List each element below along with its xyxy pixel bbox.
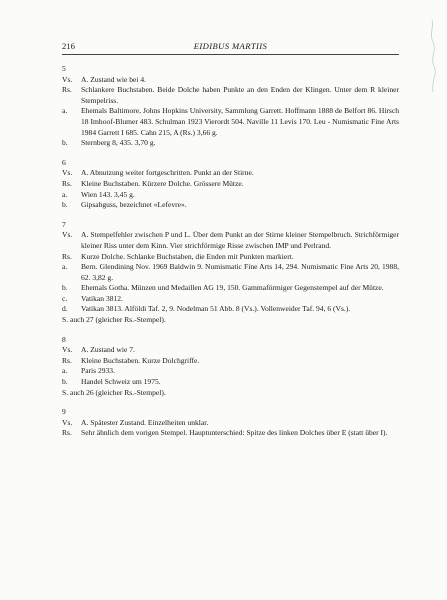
entry-line (62, 168, 399, 179)
line-label: Rs. (62, 85, 72, 95)
entry-number: 9 (62, 407, 66, 417)
line-label: Vs. (62, 74, 73, 84)
line-label: Rs. (62, 355, 72, 365)
entry-line (62, 418, 399, 429)
line-text: Sternberg 8, 435. 3,70 g. (81, 138, 156, 148)
line-text: A. Stempelfehler zwischen P und L. Über dem Punkt an der Stirne kleiner Stempelbruch. Strichförmiger kleiner Riss unter dem Kinn. Vier strichförmige Risse zwischen IMP und Perlrand. (81, 230, 399, 250)
entry-line (62, 200, 399, 211)
entry-line (62, 262, 399, 283)
margin-pencil-mark (425, 18, 439, 98)
entry-line (62, 283, 399, 294)
line-label: a. (62, 189, 68, 199)
line-label: b. (62, 377, 68, 387)
cross-reference: S. auch 26 (gleicher Rs.-Stempel). (62, 387, 166, 397)
line-label: b. (62, 283, 68, 293)
entry-number: 6 (62, 157, 66, 167)
line-text: Wien 143. 3,45 g. (81, 189, 135, 199)
line-text: Kurze Dolche. Schlanke Buchstaben, die Enden mit Punkten markiert. (81, 251, 294, 261)
line-label: Rs. (62, 251, 72, 261)
line-text: Gipsabguss, bezeichnet «Lefevre». (81, 200, 187, 210)
catalog-entry (62, 407, 399, 439)
line-text: Paris 2933. (81, 366, 115, 376)
entry-line (62, 428, 399, 439)
entry-number: 8 (62, 334, 66, 344)
line-label: Rs. (62, 178, 72, 188)
line-label: a. (62, 106, 68, 116)
entry-line (62, 190, 399, 201)
running-title: EIDIBUS MARTIIS (193, 41, 268, 51)
line-text: Kleine Buchstaben. Kürzere Dolche. Grössere Mütze. (81, 178, 244, 188)
catalog-entry (62, 220, 399, 326)
entry-line (62, 106, 399, 138)
line-label: a. (62, 262, 68, 272)
line-text: Vatikan 3812. (81, 293, 123, 303)
line-text: A. Abnutzung weiter fortgeschritten. Punkt an der Stirne. (81, 168, 254, 178)
catalog-entry (62, 158, 399, 211)
line-label: a. (62, 366, 68, 376)
line-label: Vs. (62, 168, 73, 178)
line-text: Handel Schweiz um 1975. (81, 377, 161, 387)
entry-line (62, 366, 399, 377)
line-text: Bern. Glendining Nov. 1969 Baldwin 9. Numismatic Fine Arts 14, 294. Numismatic Fine Arts 20, 1988, 62. 3,82 g. (81, 262, 399, 282)
catalog-entry (62, 335, 399, 399)
entry-line (62, 377, 399, 388)
line-text: Kleine Buchstaben. Kurze Dolchgriffe. (81, 355, 200, 365)
entry-number: 5 (62, 64, 66, 73)
page-number: 216 (62, 41, 75, 51)
line-label: b. (62, 138, 68, 148)
line-label: b. (62, 200, 68, 210)
entry-line (62, 304, 399, 315)
entry-number: 7 (62, 219, 66, 229)
line-label: d. (62, 304, 68, 314)
entry-line (62, 85, 399, 106)
line-text: Sehr ähnlich dem vorigen Stempel. Hauptunterschied: Spitze des linken Dolches über E (statt über I). (81, 428, 388, 438)
cross-reference: S. auch 27 (gleicher Rs.-Stempel). (62, 315, 166, 325)
page-header (62, 40, 399, 52)
entry-line (62, 75, 399, 86)
entry-line (62, 138, 399, 149)
line-text: A. Zustand wie 7. (81, 345, 135, 355)
catalog-body (62, 64, 399, 448)
entry-line (62, 179, 399, 190)
line-text: A. Zustand wie bei 4. (81, 74, 146, 84)
line-label: Vs. (62, 345, 73, 355)
entry-line (62, 345, 399, 356)
line-text: A. Spätester Zustand. Einzelheiten unklar. (81, 417, 209, 427)
entry-line (62, 356, 399, 367)
line-label: c. (62, 293, 68, 303)
line-label: Rs. (62, 428, 72, 438)
line-text: Ehemals Gotha. Münzen und Medaillen AG 19, 150. Gammaförmiger Gegenstempel auf der Mütze. (81, 283, 384, 293)
entry-line (62, 294, 399, 305)
catalog-entry (62, 64, 399, 149)
entry-line (62, 252, 399, 263)
line-label: Vs. (62, 417, 73, 427)
entry-line (62, 230, 399, 251)
line-label: Vs. (62, 230, 73, 240)
line-text: Vatikan 3813. Alföldi Taf. 2, 9. Nodelman 51 Abb. 8 (Vs.). Vollenweider Taf. 94, 6 (Vs.). (81, 304, 351, 314)
header-rule (62, 54, 399, 55)
line-text: Ehemals Baltimore, Johns Hopkins University, Sammlung Garrett. Hoffmann 1888 de Belfort 86. Hirsch 18 Imhoof-Blumer 483. Schulman 1923 Vierordt 504. Naville 11 Levis 170. Leu - Numismatic Fine Arts 1984 Garrett I 685. Cahn 215, A (Rs.) 3,66 g. (81, 106, 399, 137)
line-text: Schlankere Buchstaben. Beide Dolche haben Punkte an den Enden der Klingen. Unter dem R kleiner Stempelriss. (81, 85, 399, 105)
